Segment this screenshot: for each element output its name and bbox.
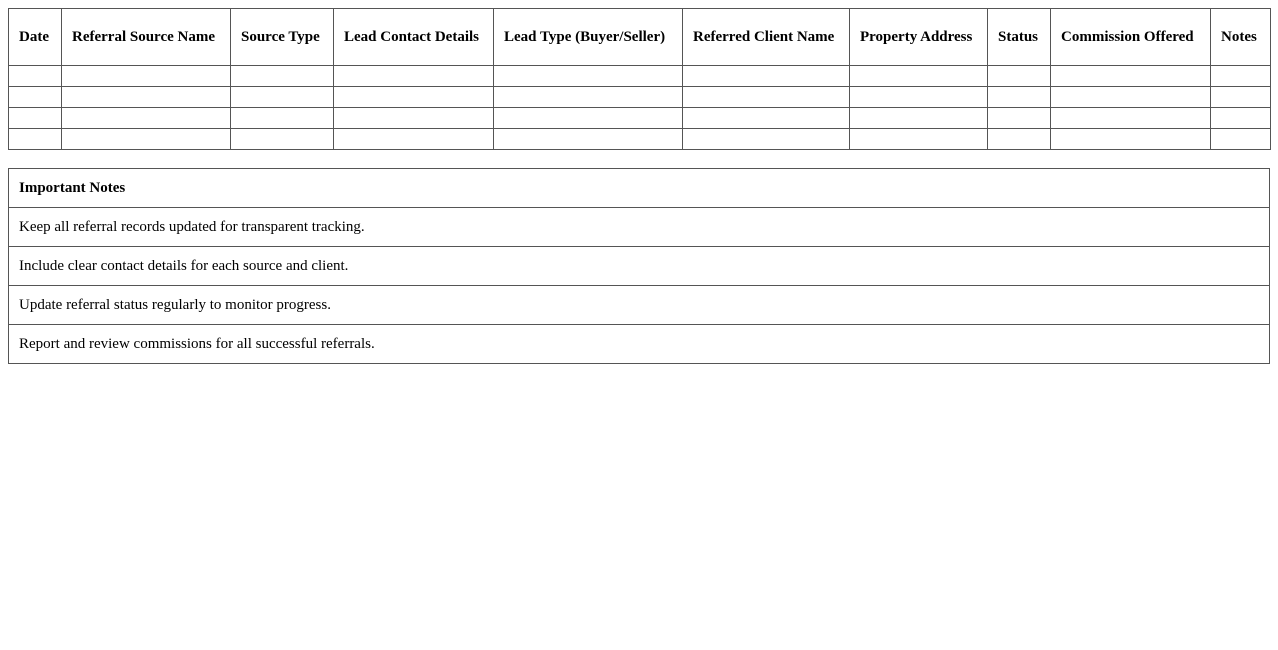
table-cell [1211,129,1271,150]
table-cell [231,66,334,87]
table-cell [334,129,494,150]
notes-heading-row [9,169,1270,208]
column-header-lead-contact-details: Lead Contact Details [334,9,494,66]
column-header-referred-client-name: Referred Client Name [683,9,850,66]
table-cell [1051,87,1211,108]
table-row [9,87,1271,108]
column-header-source-type: Source Type [231,9,334,66]
column-header-date: Date [9,9,62,66]
document-page [8,8,1270,364]
table-cell [62,129,231,150]
list-item [9,286,1270,325]
table-cell [988,108,1051,129]
table-cell [9,87,62,108]
note-text: Include clear contact details for each source and client. [9,247,1270,286]
table-cell [850,129,988,150]
table-cell [494,87,683,108]
table-cell [683,129,850,150]
table-row [9,129,1271,150]
referral-tracking-table [8,8,1271,150]
table-cell [988,87,1051,108]
column-header-lead-type: Lead Type (Buyer/Seller) [494,9,683,66]
notes-heading: Important Notes [9,169,1270,208]
table-cell [9,66,62,87]
table-cell [494,129,683,150]
column-header-notes: Notes [1211,9,1271,66]
list-item [9,325,1270,364]
table-cell [9,108,62,129]
table-cell [334,66,494,87]
table-cell [62,87,231,108]
table-row [9,66,1271,87]
list-item [9,247,1270,286]
table-cell [334,108,494,129]
list-item [9,208,1270,247]
table-cell [1211,66,1271,87]
table-header-row [9,9,1271,66]
table-cell [1051,129,1211,150]
table-cell [988,66,1051,87]
table-cell [231,108,334,129]
table-cell [1211,87,1271,108]
table-cell [850,66,988,87]
table-cell [62,108,231,129]
table-cell [9,129,62,150]
table-cell [62,66,231,87]
table-row [9,108,1271,129]
table-cell [1211,108,1271,129]
note-text: Keep all referral records updated for transparent tracking. [9,208,1270,247]
table-cell [683,66,850,87]
table-cell [1051,66,1211,87]
important-notes-table [8,168,1270,364]
table-cell [683,87,850,108]
column-header-property-address: Property Address [850,9,988,66]
table-cell [494,66,683,87]
table-cell [334,87,494,108]
note-text: Report and review commissions for all successful referrals. [9,325,1270,364]
table-cell [231,129,334,150]
table-cell [850,87,988,108]
table-cell [988,129,1051,150]
note-text: Update referral status regularly to monitor progress. [9,286,1270,325]
table-cell [683,108,850,129]
table-cell [494,108,683,129]
column-header-referral-source-name: Referral Source Name [62,9,231,66]
table-cell [231,87,334,108]
column-header-commission-offered: Commission Offered [1051,9,1211,66]
table-cell [1051,108,1211,129]
table-cell [850,108,988,129]
column-header-status: Status [988,9,1051,66]
